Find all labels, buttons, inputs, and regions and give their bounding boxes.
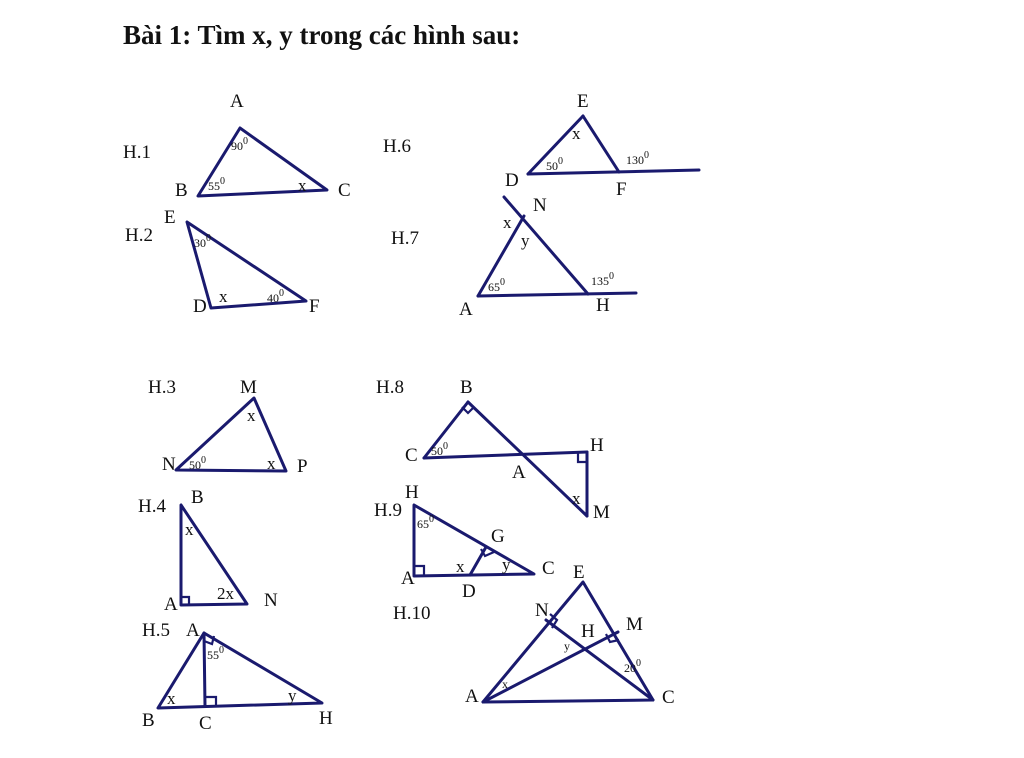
h3-vertex-n: N (162, 454, 176, 475)
h8-vertex-b: B (460, 377, 473, 398)
h4-var-x: x (185, 520, 194, 539)
figure-h5 (142, 620, 333, 734)
h3-var-x-top: x (247, 406, 256, 425)
h7-vertex-h: H (596, 295, 610, 316)
h2-vertex-f: F (309, 296, 320, 317)
h7-vertex-n: N (533, 195, 547, 216)
h5-var-y: y (288, 686, 297, 705)
h8-vertex-m: M (593, 502, 610, 523)
h8-right-angle-mark-b (462, 407, 474, 413)
h4-vertex-b: B (191, 487, 204, 508)
figure-h3 (148, 377, 308, 477)
figure-h4 (138, 487, 278, 615)
h7-label: H.7 (391, 228, 419, 249)
h8-line-ch (424, 452, 587, 458)
h5-right-angle-mark (205, 697, 216, 706)
figure-h6 (383, 91, 699, 200)
h7-angle-a: $65^0$ (488, 277, 505, 294)
h9-segment-dg (470, 547, 486, 575)
h6-label: H.6 (383, 136, 411, 157)
h3-label: H.3 (148, 377, 176, 398)
exercise-title: Bài 1: Tìm x, y trong các hình sau: (123, 20, 521, 50)
h7-var-y: y (521, 231, 530, 250)
h5-angle-a: $55^0$ (207, 645, 224, 662)
h2-label: H.2 (125, 225, 153, 246)
h7-angle-h: $135^0$ (591, 271, 614, 288)
h1-label: H.1 (123, 142, 151, 163)
h7-vertex-a: A (459, 299, 473, 320)
h4-label: H.4 (138, 496, 166, 517)
h10-vertex-m: M (626, 614, 643, 635)
h1-vertex-c: C (338, 180, 351, 201)
h9-vertex-a: A (401, 568, 415, 589)
h5-vertex-a: A (186, 620, 200, 641)
h8-label: H.8 (376, 377, 404, 398)
h5-altitude (204, 633, 205, 706)
h8-line-bm (468, 402, 587, 516)
h6-vertex-d: D (505, 170, 519, 191)
figure-h10 (393, 562, 675, 708)
h8-vertex-a: A (512, 462, 526, 483)
figure-h1 (123, 91, 351, 201)
h10-vertex-c: C (662, 687, 675, 708)
h2-var-x: x (219, 287, 228, 306)
h1-vertex-b: B (175, 180, 188, 201)
h5-vertex-c: C (199, 713, 212, 734)
h6-vertex-e: E (577, 91, 589, 112)
h1-vertex-a: A (230, 91, 244, 112)
figure-h9 (374, 482, 555, 602)
h10-vertex-n: N (535, 600, 549, 621)
h2-angle-e: $30^0$ (194, 233, 211, 250)
h5-triangle (158, 633, 322, 708)
h7-line-ah-extended (478, 293, 636, 296)
h6-side-ef (583, 116, 619, 172)
h5-vertex-b: B (142, 710, 155, 731)
h5-var-x: x (167, 689, 176, 708)
h8-vertex-c: C (405, 445, 418, 466)
h9-angle-h: $65^0$ (417, 514, 434, 531)
h4-var-2x: 2x (217, 584, 234, 603)
h9-vertex-d: D (462, 581, 476, 602)
h2-vertex-e: E (164, 207, 176, 228)
h6-var-x: x (572, 124, 581, 143)
h10-altitude-am (483, 632, 618, 702)
h9-var-y: y (502, 555, 511, 574)
h7-var-x: x (503, 213, 512, 232)
h2-vertex-d: D (193, 296, 207, 317)
h4-vertex-n: N (264, 590, 278, 611)
h10-vertex-e: E (573, 562, 585, 583)
h3-angle-n: $50^0$ (189, 455, 206, 472)
h10-vertex-h: H (581, 621, 595, 642)
h3-vertex-m: M (240, 377, 257, 398)
h3-var-x-bottom: x (267, 454, 276, 473)
h9-var-x: x (456, 557, 465, 576)
figure-h7 (391, 195, 636, 320)
h1-angle-a: $90^0$ (231, 136, 248, 153)
h1-angle-b: $55^0$ (208, 176, 225, 193)
h3-vertex-p: P (297, 456, 308, 477)
h1-var-x: x (298, 176, 307, 195)
h8-vertex-h: H (590, 435, 604, 456)
h2-angle-f: $40^0$ (267, 288, 284, 305)
h10-vertex-a: A (465, 686, 479, 707)
h10-label: H.10 (393, 603, 431, 624)
figure-h2 (125, 207, 320, 317)
h5-label: H.5 (142, 620, 170, 641)
h8-var-x: x (572, 489, 581, 508)
h10-var-y: y (564, 639, 570, 653)
h5-vertex-h: H (319, 708, 333, 729)
h9-vertex-g: G (491, 526, 505, 547)
h9-vertex-c: C (542, 558, 555, 579)
h10-angle-c: $20^0$ (624, 658, 641, 675)
h8-angle-c: $50^0$ (431, 441, 448, 458)
h10-var-x: x (502, 677, 508, 691)
h6-angle-f: $130^0$ (626, 150, 649, 167)
h6-angle-d: $50^0$ (546, 156, 563, 173)
h4-vertex-a: A (164, 594, 178, 615)
h9-vertex-h: H (405, 482, 419, 503)
h6-vertex-f: F (616, 179, 627, 200)
h9-label: H.9 (374, 500, 402, 521)
